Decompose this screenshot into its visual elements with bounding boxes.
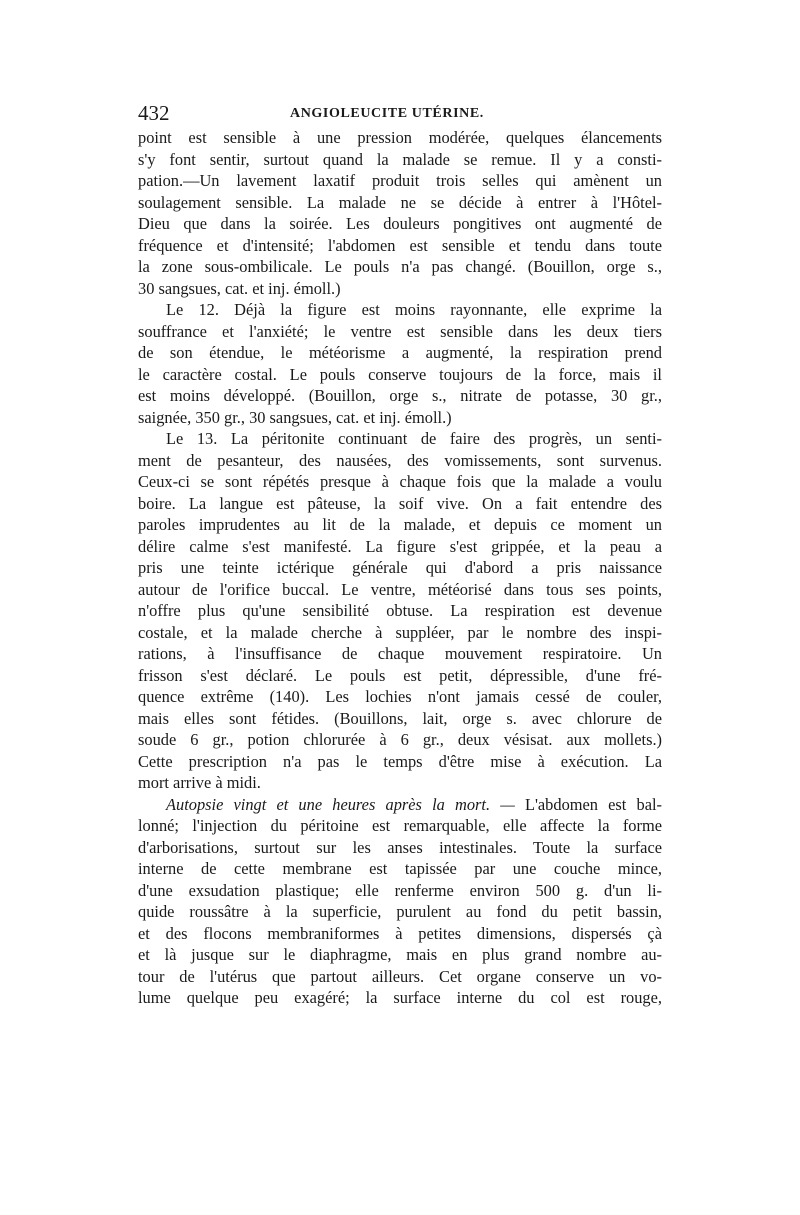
- text-line: Ceux-ci se sont répétés presque à chaque fois que la malade a voulu: [138, 472, 662, 491]
- text-line: la zone sous-ombilicale. Le pouls n'a pas changé. (Bouillon, orge s.,: [138, 257, 662, 276]
- text-line: mort arrive à midi.: [138, 773, 261, 792]
- text-line: et là jusque sur le diaphragme, mais en plus grand nombre au-: [138, 945, 662, 964]
- text-line: s'y font sentir, surtout quand la malade se remue. Il y a consti-: [138, 149, 662, 169]
- text-line: souffrance et l'anxiété; le ventre est sensible dans les deux tiers: [138, 321, 662, 341]
- running-title: ANGIOLEUCITE UTÉRINE.: [290, 106, 484, 121]
- text-line: costale, et la malade cherche à suppléer, par le nombre des inspi-: [138, 622, 662, 642]
- text-line: pation.—Un lavement laxatif produit trois selles qui amènent un: [138, 171, 662, 190]
- text-line: autour de l'orifice buccal. Le ventre, météorisé dans tous ses points,: [138, 579, 662, 599]
- text-line: Le 13. La péritonite continuant de faire des progrès, un senti-: [166, 429, 662, 448]
- text-line: interne de cette membrane est tapissée par une couche mince,: [138, 859, 662, 878]
- body-text: [138, 127, 662, 1009]
- text-line: quence extrême (140). Les lochies n'ont jamais cessé de couler,: [138, 687, 662, 706]
- text-line: soude 6 gr., potion chlorurée à 6 gr., deux vésisat. aux mollets.): [138, 730, 662, 749]
- autopsy-heading: Autopsie vingt et une heures après la mort. —: [166, 794, 515, 814]
- text-line: ment de pesanteur, des nausées, des vomissements, sont survenus.: [138, 450, 662, 470]
- text-line: soulagement sensible. La malade ne se décide à entrer à l'Hôtel-: [138, 192, 662, 212]
- autopsy-line-rest: L'abdomen est bal-: [524, 794, 662, 814]
- text-line: de son étendue, le météorisme a augmenté, la respiration prend: [138, 343, 662, 362]
- text-line: boire. La langue est pâteuse, la soif vive. On a fait entendre des: [138, 493, 662, 513]
- text-line: d'une exsudation plastique; elle renferme environ 500 g. d'un li-: [138, 880, 662, 900]
- text-line: paroles imprudentes au lit de la malade, et depuis ce moment un: [138, 515, 662, 534]
- text-line: rations, à l'insuffisance de chaque mouvement respiratoire. Un: [138, 644, 662, 663]
- autopsy-line: [138, 794, 662, 816]
- text-line: point est sensible à une pression modérée, quelques élancements: [138, 128, 662, 147]
- text-line: 30 sangsues, cat. et inj. émoll.): [138, 278, 341, 298]
- text-line: mais elles sont fétides. (Bouillons, lait, orge s. avec chlorure de: [138, 708, 662, 728]
- text-line: saignée, 350 gr., 30 sangsues, cat. et inj. émoll.): [138, 407, 452, 427]
- text-line: pris une teinte ictérique générale qui d'abord a pris naissance: [138, 558, 662, 577]
- text-line: et des flocons membraniformes à petites dimensions, dispersés çà: [138, 923, 662, 943]
- text-line: le caractère costal. Le pouls conserve toujours de la force, mais il: [138, 364, 662, 384]
- text-line: est moins développé. (Bouillon, orge s., nitrate de potasse, 30 gr.,: [138, 386, 662, 405]
- text-line: Le 12. Déjà la figure est moins rayonnante, elle exprime la: [166, 300, 662, 319]
- text-line: tour de l'utérus que partout ailleurs. Cet organe conserve un vo-: [138, 966, 662, 986]
- text-line: fréquence et d'intensité; l'abdomen est sensible et tendu dans toute: [138, 235, 662, 255]
- text-line: quide roussâtre à la superficie, purulent au fond du petit bassin,: [138, 902, 662, 921]
- text-line: lume quelque peu exagéré; la surface interne du col est rouge,: [138, 988, 662, 1007]
- text-line: frisson s'est déclaré. Le pouls est petit, dépressible, d'une fré-: [138, 665, 662, 685]
- text-line: délire calme s'est manifesté. La figure s'est grippée, et la peau a: [138, 536, 662, 556]
- text-line: Dieu que dans la soirée. Les douleurs pongitives ont augmenté de: [138, 214, 662, 233]
- text-line: n'offre plus qu'une sensibilité obtuse. La respiration est devenue: [138, 601, 662, 620]
- text-line: Cette prescription n'a pas le temps d'être mise à exécution. La: [138, 751, 662, 771]
- page-number: 432: [138, 101, 170, 125]
- text-line: lonné; l'injection du péritoine est remarquable, elle affecte la forme: [138, 816, 662, 835]
- text-line: d'arborisations, surtout sur les anses intestinales. Toute la surface: [138, 837, 662, 857]
- running-head: [138, 100, 662, 126]
